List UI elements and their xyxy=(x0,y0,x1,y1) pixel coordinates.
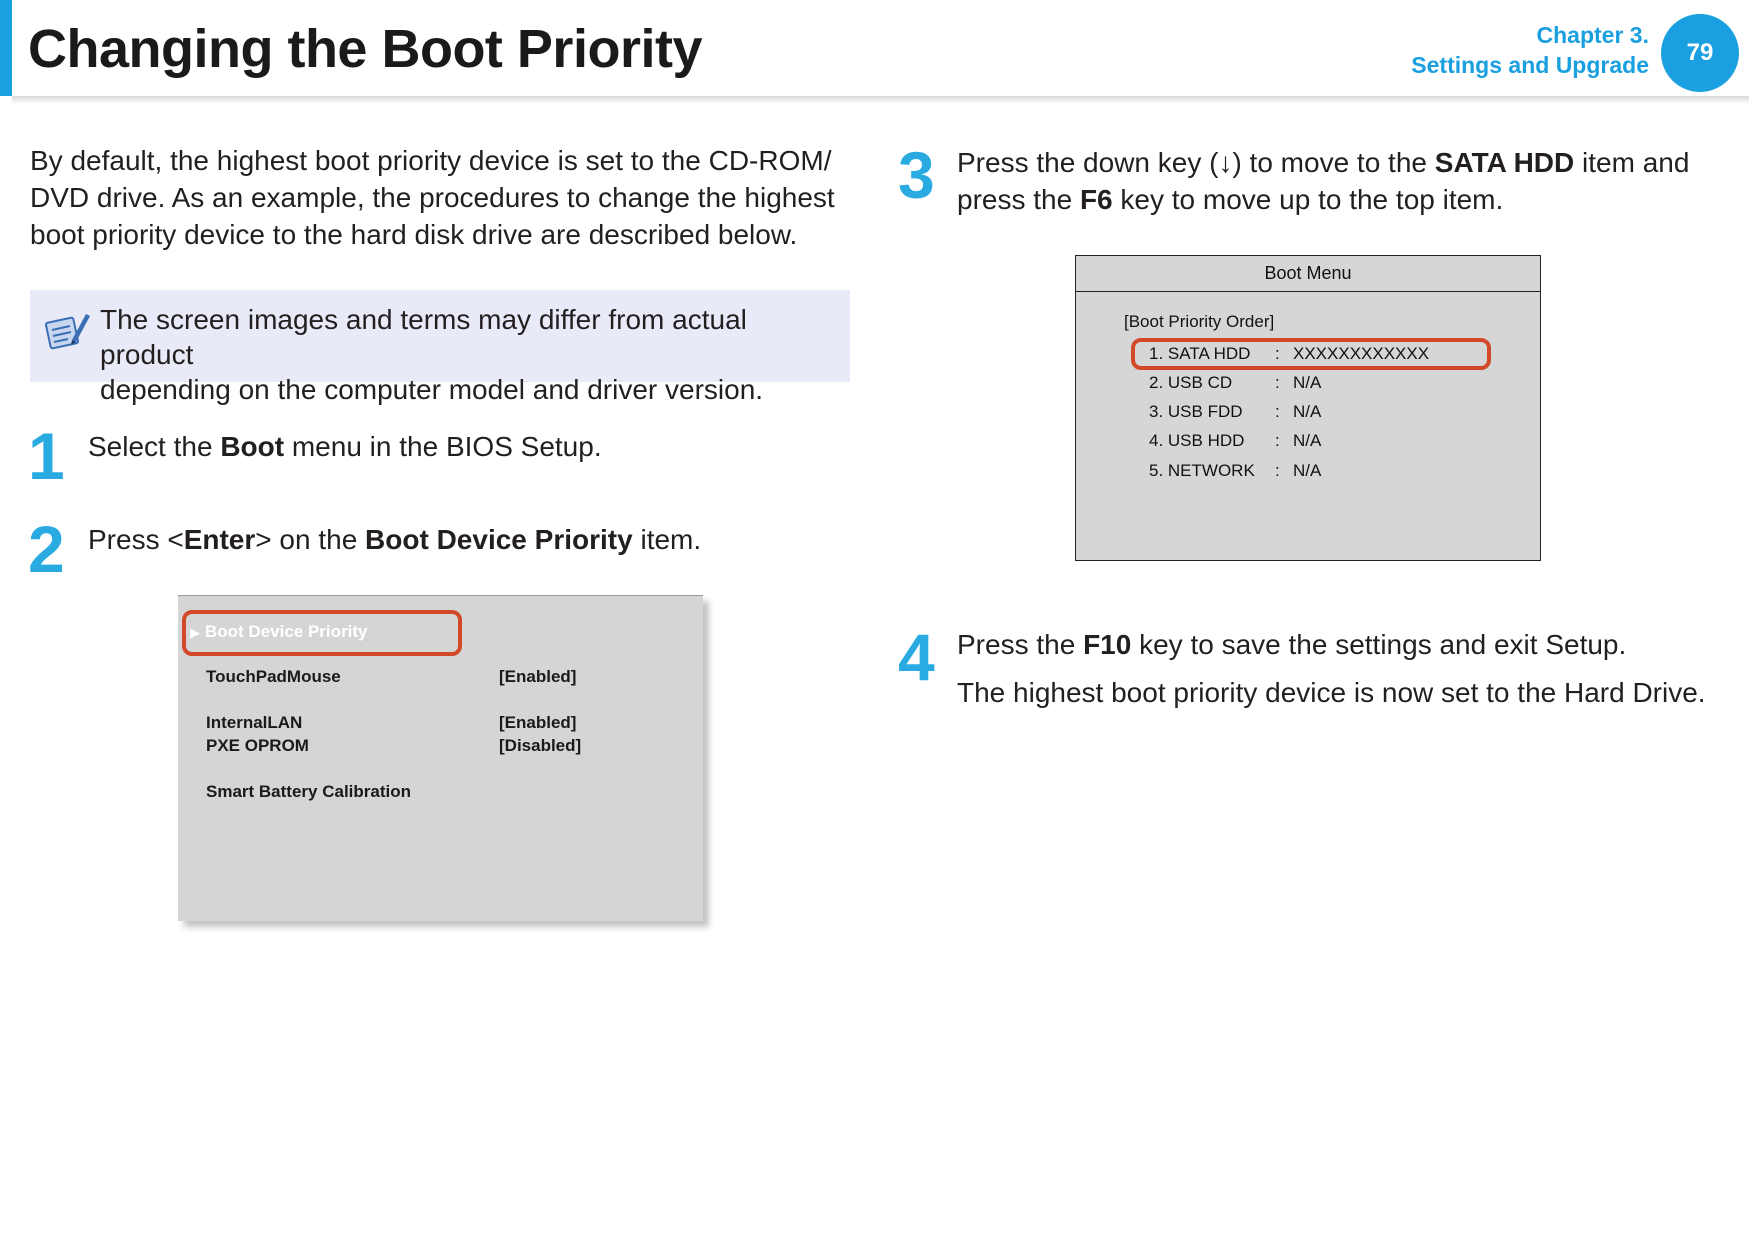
note-text xyxy=(100,302,840,407)
step-2-number: 2 xyxy=(28,512,65,586)
note-line: depending on the computer model and driver version. xyxy=(100,374,764,405)
step-4-text: Press the F10 key to save the settings and exit Setup. The highest boot priority device is now set to the Hard Drive. xyxy=(957,626,1706,711)
boot-entry: 2. USB CD : N/A xyxy=(1149,373,1322,392)
bios-row-value: [Disabled] xyxy=(499,736,582,755)
step-1-number: 1 xyxy=(28,419,65,493)
bios-row-label: TouchPadMouse xyxy=(206,667,341,686)
boot-entry: 3. USB FDD : N/A xyxy=(1149,402,1322,421)
bios-row-value: [Enabled] xyxy=(499,713,577,732)
bios-row-label: InternalLAN xyxy=(206,713,303,732)
chapter-number: Chapter 3. xyxy=(1536,22,1649,48)
header-divider xyxy=(12,96,1749,104)
boot-entry: 4. USB HDD : N/A xyxy=(1149,431,1322,450)
chapter-label xyxy=(1411,20,1649,80)
boot-entry: 1. SATA HDD : XXXXXXXXXXXX xyxy=(1149,344,1430,363)
bios-row-label: PXE OPROM xyxy=(206,736,309,755)
note-box xyxy=(30,290,850,405)
intro-line: DVD drive. As an example, the procedures to change the highest xyxy=(30,182,835,213)
boot-device-priority-item: Boot Device Priority xyxy=(205,622,368,641)
step-4-result: The highest boot priority device is now set to the Hard Drive. xyxy=(957,677,1706,708)
step-4-number: 4 xyxy=(898,620,935,694)
bios-boot-menu-screenshot xyxy=(1075,255,1541,561)
boot-menu-title: Boot Menu xyxy=(1076,256,1540,292)
page-title: Changing the Boot Priority xyxy=(28,19,702,79)
intro-paragraph xyxy=(30,142,850,253)
page-number-badge: 79 xyxy=(1661,14,1739,92)
bios-row-value: [Enabled] xyxy=(499,667,577,686)
bios-row-label: Smart Battery Calibration xyxy=(206,782,411,801)
note-line: The screen images and terms may differ from actual product xyxy=(100,304,747,370)
bios-advanced-screenshot xyxy=(178,595,703,921)
step-3-text: Press the down key (↓) to move to the SATA HDD item and press the F6 key to move up to the top item. xyxy=(957,147,1690,215)
triangle-right-icon: ▶ xyxy=(190,625,200,640)
step-2-text: Press <Enter> on the Boot Device Priority item. xyxy=(88,524,702,555)
intro-line: boot priority device to the hard disk drive are described below. xyxy=(30,219,798,250)
intro-line: By default, the highest boot priority device is set to the CD-ROM/ xyxy=(30,145,832,176)
pencil-note-icon xyxy=(42,306,92,356)
boot-priority-order-heading: [Boot Priority Order] xyxy=(1124,312,1275,331)
step-3-number: 3 xyxy=(898,138,935,212)
step-1-text: Select the Boot menu in the BIOS Setup. xyxy=(88,431,602,462)
title-accent-bar xyxy=(0,0,12,96)
chapter-name: Settings and Upgrade xyxy=(1411,52,1649,78)
boot-entry: 5. NETWORK : N/A xyxy=(1149,461,1322,480)
